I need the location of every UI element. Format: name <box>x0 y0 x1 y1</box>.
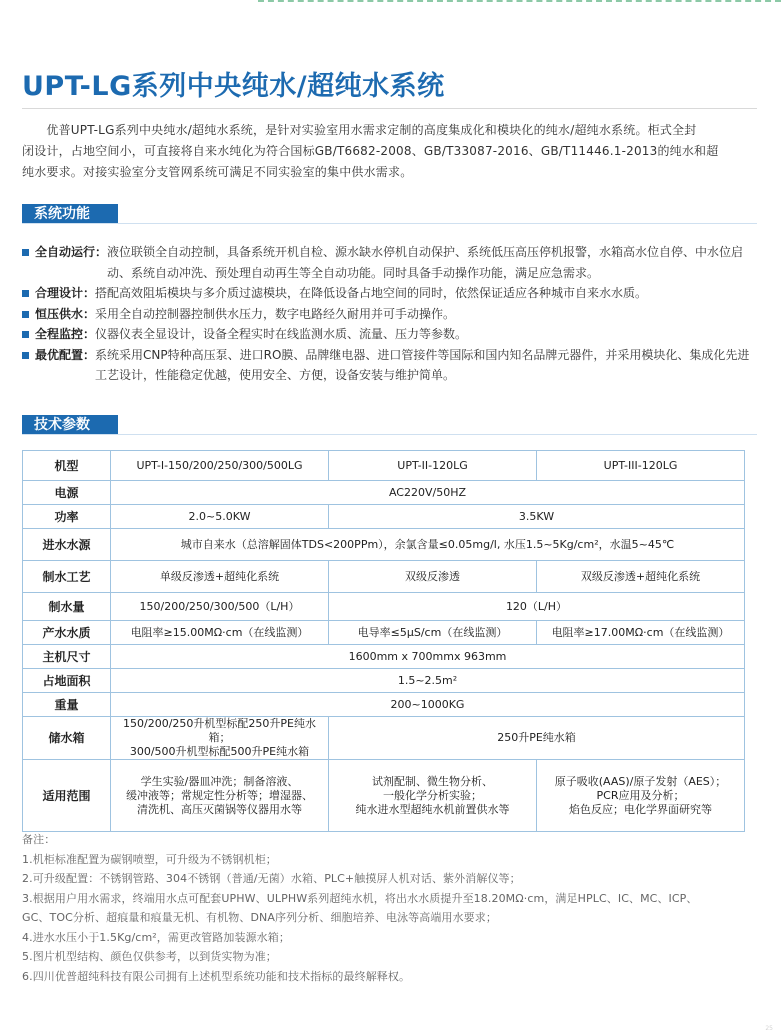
row-label: 制水量 <box>23 593 111 621</box>
feature-label: 全自动运行： <box>35 245 108 259</box>
cell-line: 纯水进水型超纯水机前置供水等 <box>355 802 510 816</box>
table-row <box>23 505 745 529</box>
table-cell: 200~1000KG <box>111 693 745 717</box>
cell-line: 试剂配制、微生物分析、 <box>372 774 493 788</box>
cell-line: 缓冲液等；常规定性分析等；增湿器、 <box>126 788 313 802</box>
cell-line: 焰色反应；电化学界面研究等 <box>569 802 712 816</box>
table-cell: 电阻率≥17.00MΩ·cm（在线监测） <box>537 621 745 645</box>
note-line: 备注： <box>22 833 56 846</box>
table-cell: 电阻率≥15.00MΩ·cm（在线监测） <box>111 621 329 645</box>
cell-line: PCR应用及分析； <box>596 788 685 802</box>
note-line: 3.根据用户用水需求，终端用水点可配套UPHW、ULPHW系列超纯水机，将出水水质提升至18.20MΩ·cm，满足HPLC、IC、MC、ICP、 <box>22 891 698 905</box>
cell-line: 原子吸收(AAS)/原子发射（AES）； <box>554 774 727 788</box>
table-cell: 单级反渗透+超纯化系统 <box>111 561 329 593</box>
square-bullet-icon <box>22 331 29 338</box>
table-cell: UPT-I-150/200/250/300/500LG <box>111 451 329 481</box>
table-row <box>23 451 745 481</box>
square-bullet-icon <box>22 311 29 318</box>
table-row <box>23 593 745 621</box>
intro-line: 闭设计，占地空间小，可直接将自来水纯化为符合国标GB/T6682-2008、GB/T33087-2016、GB/T11446.1-2013的纯水和超 <box>22 144 719 158</box>
table-cell: UPT-III-120LG <box>537 451 745 481</box>
cell-line: 一般化学分析实验； <box>383 788 482 802</box>
page-title: UPT-LG系列中央纯水/超纯水系统 <box>22 71 445 102</box>
table-row <box>23 621 745 645</box>
row-label: 制水工艺 <box>23 561 111 593</box>
table-cell: 2.0~5.0KW <box>111 505 329 529</box>
row-label: 功率 <box>23 505 111 529</box>
row-label: 适用范围 <box>23 760 111 832</box>
feature-label: 全程监控： <box>35 327 96 341</box>
row-label: 储水箱 <box>23 717 111 760</box>
feature-text: 搭配高效阻垢模块与多介质过滤模块，在降低设备占地空间的同时，依然保证适应各种城市自来水水质。 <box>95 286 648 300</box>
row-label: 机型 <box>23 451 111 481</box>
row-label: 主机尺寸 <box>23 645 111 669</box>
table-cell: AC220V/50HZ <box>111 481 745 505</box>
square-bullet-icon <box>22 290 29 297</box>
features-list <box>22 242 752 386</box>
note-line: 2.可升级配置：不锈钢管路、304不锈钢（普通/无菌）水箱、PLC+触摸屏人机对话、紫外消解仪等； <box>22 872 521 885</box>
row-label: 占地面积 <box>23 669 111 693</box>
row-label: 进水水源 <box>23 529 111 561</box>
table-row <box>23 717 745 760</box>
specs-section-heading: 技术参数 <box>22 415 118 435</box>
table-row <box>23 529 745 561</box>
features-section-rule <box>22 223 757 224</box>
table-cell <box>111 760 329 832</box>
list-item <box>22 345 752 386</box>
table-cell: 3.5KW <box>329 505 745 529</box>
table-cell <box>111 717 329 760</box>
square-bullet-icon <box>22 249 29 256</box>
table-row <box>23 561 745 593</box>
table-cell: 1600mm x 700mmx 963mm <box>111 645 745 669</box>
table-cell: 120（L/H） <box>329 593 745 621</box>
table-cell: 电导率≤5μS/cm（在线监测） <box>329 621 537 645</box>
table-cell <box>329 760 537 832</box>
list-item <box>22 304 752 325</box>
square-bullet-icon <box>22 352 29 359</box>
note-line: GC、TOC分析、超痕量和痕量无机、有机物、DNA序列分析、细胞培养、电泳等高端用水要求； <box>22 911 497 924</box>
table-row <box>23 693 745 717</box>
table-cell: 双级反渗透+超纯化系统 <box>537 561 745 593</box>
spec-table <box>22 450 745 832</box>
table-row <box>23 669 745 693</box>
note-line: 6.四川优普超纯科技有限公司拥有上述机型系统功能和技术指标的最终解释权。 <box>22 969 411 983</box>
table-cell: 1.5~2.5m² <box>111 669 745 693</box>
note-line: 1.机柜标准配置为碳钢喷塑，可升级为不锈钢机柜； <box>22 852 277 866</box>
table-cell: 150/200/250/300/500（L/H） <box>111 593 329 621</box>
intro-line: 纯水要求。对接实验室分支管网系统可满足不同实验室的集中供水需求。 <box>22 165 413 179</box>
row-label: 电源 <box>23 481 111 505</box>
notes-block <box>22 830 762 986</box>
page-number: 25 <box>765 1025 773 1032</box>
table-cell: 双级反渗透 <box>329 561 537 593</box>
table-cell <box>537 760 745 832</box>
table-row <box>23 760 745 832</box>
intro-line: 优普UPT-LG系列中央纯水/超纯水系统，是针对实验室用水需求定制的高度集成化和模块化的纯水/超纯水系统。柜式全封 <box>22 123 697 137</box>
cell-line: 150/200/250升机型标配250升PE纯水箱； <box>123 717 316 744</box>
feature-text: 系统采用CNP特种高压泵、进口RO膜、品牌继电器、进口管接件等国际和国内知名品牌元器件，并采用模块化、集成化先进工艺设计，性能稳定优越，使用安全、方便，设备安装与维护简单。 <box>95 347 750 382</box>
table-cell: 城市自来水（总溶解固体TDS<200PPm），余氯含量≤0.05mg/l, 水压1.5~5Kg/cm²，水温5~45℃ <box>111 529 745 561</box>
specs-section-rule <box>22 434 757 435</box>
feature-text: 采用全自动控制器控制供水压力，数字电路经久耐用并可手动操作。 <box>95 306 456 321</box>
table-row <box>23 645 745 669</box>
feature-text: 液位联锁全自动控制，具备系统开机自检、源水缺水停机自动保护、系统低压高压停机报警，水箱高水位自停、中水位启动、系统自动冲洗、预处理自动再生等全自动功能。同时具备手动操作功能，满足应急需求。 <box>107 245 744 280</box>
features-section-heading: 系统功能 <box>22 204 118 224</box>
feature-label: 恒压供水： <box>35 306 96 321</box>
table-cell: UPT-II-120LG <box>329 451 537 481</box>
list-item <box>22 242 752 283</box>
list-item <box>22 324 752 345</box>
list-item <box>22 283 752 304</box>
title-divider <box>22 108 757 109</box>
cell-line: 300/500升机型标配500升PE纯水箱 <box>129 745 310 758</box>
cell-line: 清洗机、高压灭菌锅等仪器用水等 <box>137 802 302 816</box>
note-line: 5.图片机型结构、颜色仅供参考，以到货实物为准； <box>22 950 277 963</box>
feature-label: 最优配置： <box>35 347 96 362</box>
table-cell: 250升PE纯水箱 <box>329 717 745 760</box>
feature-label: 合理设计： <box>35 286 96 300</box>
feature-text: 仪器仪表全显设计，设备全程实时在线监测水质、流量、压力等参数。 <box>95 327 468 341</box>
note-line: 4.进水水压小于1.5Kg/cm²，需更改管路加装源水箱； <box>22 930 290 944</box>
row-label: 产水水质 <box>23 621 111 645</box>
intro-paragraph <box>22 120 752 183</box>
table-row <box>23 481 745 505</box>
top-dashed-rule <box>258 0 781 2</box>
cell-line: 学生实验/器皿冲洗；制备溶液、 <box>140 774 299 788</box>
row-label: 重量 <box>23 693 111 717</box>
